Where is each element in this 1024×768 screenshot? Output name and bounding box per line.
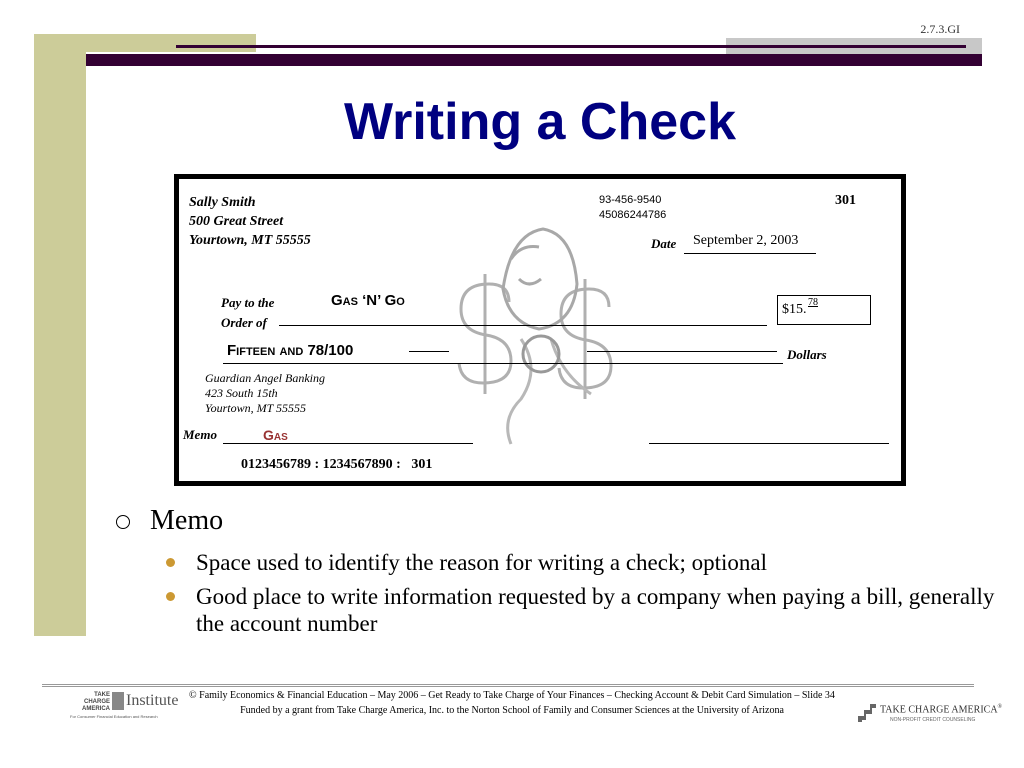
date-line [684,253,816,254]
amount-dollars: $15. [782,302,807,317]
micr-line: 0123456789 : 1234567890 : 301 [241,457,433,472]
logo-left-institute: Institute [126,692,179,709]
routing-code-1: 93-456-9540 [599,194,662,206]
payee-name: Gas ‘N’ Go [331,292,405,309]
written-amount-dash-1 [409,351,449,352]
memo-line [223,443,473,444]
written-amount-dash-2 [587,351,777,352]
top-accent-bar [86,34,256,52]
written-amount: Fifteen and 78/100 [227,342,354,359]
top-thin-line [176,45,966,48]
sub-bullet-text: Space used to identify the reason for writing a check; optional [196,550,767,575]
bullet-dot-icon [166,558,175,567]
page-title: Writing a Check [343,93,736,151]
date-label: Date [651,236,677,251]
sub-bullet [196,549,996,576]
check-number: 301 [835,193,856,208]
payee-line [279,325,767,326]
bank-street: 423 South 15th [205,386,278,400]
hollow-circle-bullet-icon [116,515,130,529]
owner-city: Yourtown, MT 55555 [189,233,311,248]
top-dark-bar [86,54,982,66]
amount-box [777,295,871,325]
written-amount-line [223,363,783,364]
memo-label: Memo [183,427,217,442]
routing-code-2: 45086244786 [599,209,667,221]
institute-square-icon [112,692,124,710]
sub-bullet [196,583,996,637]
check-image [174,174,906,486]
bank-name: Guardian Angel Banking [205,371,325,385]
footer-divider [42,684,974,685]
footer-line-2: Funded by a grant from Take Charge America, Inc. to the Norton School of Family and Consumer Sciences at the University of Arizona [240,705,784,716]
angel-money-watermark-icon [441,219,631,449]
sub-bullet-text: Good place to write information requested by a company when paying a bill, generally the account number [196,584,995,636]
footer-line-1: © Family Economics & Financial Education – May 2006 – Get Ready to Take Charge of Your Finances – Checking Account & Debit Card Simulation – Slide 34 [189,690,835,701]
footer [140,688,884,718]
logo-right-registered: ® [997,704,1003,710]
take-charge-america-logo [856,700,1003,728]
signature-line [649,443,889,444]
footer-divider [42,686,974,687]
slide-number: 2.7.3.GI [920,22,960,36]
dollars-label: Dollars [787,347,827,362]
logo-left-word-3: AMERICA [82,706,110,712]
logo-left-word-2: CHARGE [83,699,110,705]
left-accent-bar [34,34,86,636]
date-value: September 2, 2003 [693,233,799,248]
pay-to-label: Pay to the [221,295,275,310]
amount-cents: 78 [808,297,818,308]
stairs-logo-icon [856,702,878,724]
logo-right-name: TAKE CHARGE AMERICA [880,704,998,716]
logo-left-tagline: For Consumer Financial Education and Research [70,714,158,719]
memo-value: Gas [263,427,288,443]
owner-name: Sally Smith [189,195,256,210]
bullet-dot-icon [166,592,175,601]
owner-street: 500 Great Street [189,214,284,229]
bullet-main-text: Memo [150,505,224,536]
bank-city: Yourtown, MT 55555 [205,401,307,415]
order-of-label: Order of [221,315,267,330]
logo-right-tagline: NON-PROFIT CREDIT COUNSELING [890,717,976,723]
logo-left-word-1: TAKE [94,692,110,698]
